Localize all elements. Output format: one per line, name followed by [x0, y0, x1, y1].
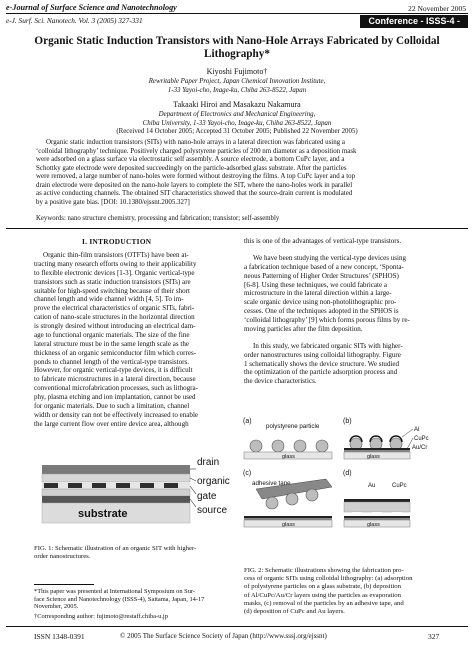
label-aucr: Au/Cr — [412, 445, 428, 451]
gate-layer — [42, 482, 190, 489]
label-glass-c: glass — [282, 522, 295, 528]
figure-2-caption — [244, 567, 442, 616]
text-line: cesses. One of the techniques adopted in the SPHOS is — [244, 307, 399, 316]
page-number: 327 — [428, 632, 440, 641]
figure-2 — [242, 415, 442, 567]
source-layer — [42, 496, 190, 503]
journal-citation: e-J. Surf. Sci. Nanotech. Vol. 3 (2005) 327-331 — [6, 16, 143, 25]
text-line: to fabricate microstructures in a lateral direction, because — [34, 375, 196, 384]
label-cupc-b: CuPc — [414, 436, 429, 442]
label-glass-b: glass — [367, 454, 380, 460]
caption-line: FIG. 1: Schematic illustration of an organic SIT with higher- — [34, 545, 197, 552]
footnote-corresponding-author: †Corresponding author: fujimoto@restaff.chiba-u.jp — [34, 613, 168, 620]
figure-1-caption — [34, 545, 232, 561]
text-line: However, for organic vertical-type devices, it is difficult — [34, 366, 193, 375]
introduction-text — [34, 251, 230, 429]
caption-line: masks, (c) removal of the particles by an adhesive tape, and — [244, 599, 404, 607]
caption-line: FIG. 2: Schematic illustrations showing the fabrication pro- — [244, 567, 404, 574]
text-line: the large current flow over entire device area, although — [34, 419, 189, 428]
copyright-line: © 2005 The Surface Science Society of Japan (http://www.sssj.org/ejssnt) — [120, 632, 327, 640]
title-line-2: Lithography* — [204, 48, 270, 60]
label-substrate: substrate — [78, 508, 128, 520]
header-rule — [6, 13, 468, 14]
text-line: age to functional organic materials. The size of the fine — [34, 330, 190, 339]
figure-2-diagram — [242, 415, 442, 567]
text-line: phy, plasma etching and ion implantation, cannot be used — [34, 393, 196, 401]
caption-line: cess of organic SITs using colloidal lithography: (a) adsorption — [244, 575, 413, 583]
text-line: to flexible electronic devices [1-3]. Organic vertical-type — [34, 268, 195, 277]
text-line: ‘colloidal lithography’ [9] which forms porous films by re- — [244, 316, 410, 324]
label-organic: organic — [197, 476, 230, 487]
aff2-line-2: Chiba University, 1-33 Yayoi-cho, Inage-ku, Chiba 263-8522, Japan — [142, 119, 332, 127]
affiliation-1 — [0, 78, 474, 95]
label-drain: drain — [197, 457, 220, 468]
au-layer — [344, 499, 410, 502]
abstract-line: drain electrode were deposited on the nano-hole layers to complete the SIT, where the nano-holes work in parallel — [36, 180, 353, 189]
text-line: scale organic device using non-photolithographic pro- — [244, 298, 397, 307]
abstract-line: ‘colloidal lithography’ technique. Positively charged polystyrene particles of 200 nm diameter as a deposition mask — [36, 146, 357, 155]
text-line: conventional microfabrication processes, such as lithogra- — [34, 384, 198, 393]
text-line: [6-8]. Using these techniques, we could fabricate a — [244, 280, 388, 289]
label-gate: gate — [197, 491, 217, 502]
footnote-line: *This paper was presented at International Symposium on Sur- — [34, 588, 196, 595]
abstract-rule — [6, 228, 468, 229]
panel-label-a: (a) — [243, 418, 252, 425]
organic-layer — [42, 474, 190, 482]
conference-badge: Conference - ISSS-4 - — [360, 15, 468, 28]
figure-1 — [34, 455, 234, 537]
text-line: tracting many research efforts owing to their applicability — [34, 259, 197, 268]
abstract-line: Organic static induction transistors (SITs) with nano-hole arrays in a lateral direction was fabricated using a — [46, 138, 345, 146]
text-line: the device characteristics. — [244, 377, 317, 386]
abstract-line: were adsorbed on a glass surface via electrostatic self assembly. A source electrode, a bottom CuPc layer, and a — [36, 155, 345, 164]
text-line: 1 schematically shows the device structure. We studied — [244, 359, 400, 368]
label-au: Au — [368, 483, 376, 489]
caption-line: of polystyrene particles on a glass substrate, (b) deposition — [244, 583, 401, 591]
panel-label-c: (c) — [243, 470, 252, 477]
text-line: Organic thin-film transistors (OTFTs) have been at- — [43, 251, 189, 259]
label-cupc-d: CuPc — [392, 483, 407, 489]
footer-rule — [6, 626, 468, 627]
abstract — [36, 138, 438, 206]
text-line: transistors such as static induction transistors (SITs) are — [34, 277, 191, 286]
right-column-text — [244, 237, 440, 386]
title-line-1: Organic Static Induction Transistors with Nano-Hole Arrays Fabricated by Colloidal — [34, 35, 440, 47]
text-line: We have been studying the vertical-type devices using — [253, 253, 407, 262]
text-line: In this study, we fabricated organic SITs with higher- — [253, 341, 403, 350]
received-dates: (Received 14 October 2005; Accepted 31 October 2005; Published 22 November 2005) — [116, 128, 358, 135]
aff1-line-2: 1-33 Yayoi-cho, Inage-ku, Chiba 263-8522, Japan — [167, 86, 307, 94]
abstract-line: were removed, a large number of nano-holes were formed without destroying the films. A top CuPc layer and a top — [36, 172, 356, 181]
issn: ISSN 1348-0391 — [34, 632, 85, 641]
text-line: for organic materials. Due to such a limitation, channel — [34, 401, 190, 410]
issue-date: 22 November 2005 — [408, 4, 466, 13]
author-2: Takaaki Hiroi and Masakazu Nakamura — [173, 100, 301, 109]
journal-name: e-Journal of Surface Science and Nanotechnology — [6, 3, 177, 12]
aff2-line-1: Department of Electronics and Mechanical Engineering, — [158, 111, 316, 118]
text-line: the optimization of the particle adsorption process and — [244, 368, 398, 377]
particles-a — [250, 440, 328, 452]
text-line: microstructure in the lateral direction within a large- — [244, 289, 392, 298]
keywords: Keywords: nano structure chemistry, processing and fabrication; transistor; self-assembly — [36, 215, 280, 222]
drain-layer — [42, 465, 190, 474]
text-line: is strongly desired without introducing an electrical dam- — [34, 322, 196, 330]
text-line: order nanostructures using colloidal lithography. Figure — [244, 350, 401, 359]
panel-label-d: (d) — [343, 470, 352, 477]
text-line: a fabrication technique based of a new concept, ‘Sponta- — [244, 262, 404, 271]
aff1-line-1: Rewritable Paper Project, Japan Chemical Innovation Institute, — [148, 78, 326, 85]
abstract-line: by a positive gate bias. [DOI: 10.1380/ejssnt.2005.327] — [36, 197, 190, 206]
text-line: channel length and wide channel width [4, 5]. To im- — [34, 295, 184, 304]
text-line: cation of nano-scale structures in the horizontal direction — [34, 313, 195, 322]
label-adhesive-tape: adhesive tape — [252, 480, 291, 487]
abstract-line: Schottky gate electrode were deposited succeedingly on the particle-adsorbed glass substrate. After the particles — [36, 163, 347, 172]
text-line: neous Patterning of Higher Order Structures’ (SPHOS) — [244, 271, 399, 280]
label-glass-d: glass — [367, 522, 380, 528]
panel-label-b: (b) — [343, 418, 352, 425]
particles-b — [350, 436, 402, 450]
footnote-line: face Science and Nanotechnology (ISSS-4), Saitama, Japan, 14-17 — [34, 595, 205, 603]
footnote-rule — [34, 584, 94, 585]
label-polystyrene: polystyrene particle — [266, 423, 320, 430]
caption-line: order nanostructures. — [34, 553, 91, 561]
caption-line: of Al/CuPc/Au/Cr layers using the particles as evaporation — [244, 591, 401, 599]
text-line: this is one of the advantages of vertical-type transistors. — [244, 237, 402, 245]
label-al: Al — [414, 427, 420, 433]
paper-title — [0, 35, 474, 61]
author-1: Kiyoshi Fujimoto† — [206, 67, 268, 76]
footnote-line: November, 2005. — [34, 603, 79, 611]
caption-line: (d) deposition of CuPc and Au layers. — [244, 608, 345, 616]
text-line: thickness of an organic semiconductor film which corres- — [34, 348, 197, 357]
section-title-introduction: I. INTRODUCTION — [82, 237, 152, 246]
affiliation-2 — [0, 111, 474, 128]
text-line: ponds to channel length of the vertical-type transistors. — [34, 357, 189, 366]
text-line: width or density can not be effectively increased to enable — [34, 410, 199, 419]
text-line: lateral structure must be in the same length scale as the — [34, 339, 189, 348]
label-source: source — [197, 505, 228, 516]
text-line: prove the electrical characteristics of organic SITs, fabri- — [34, 304, 195, 313]
abstract-line: as active conducting channels. The obtained SIT characteristics showed that the source-drain current is modulated — [36, 189, 353, 198]
label-glass-a: glass — [282, 454, 295, 460]
figure-1-diagram — [34, 455, 234, 537]
text-line: suitable for high-speed switching because of their short — [34, 286, 190, 295]
footnote-presentation — [34, 588, 234, 611]
text-line: moving particles after the film deposition. — [244, 324, 363, 333]
